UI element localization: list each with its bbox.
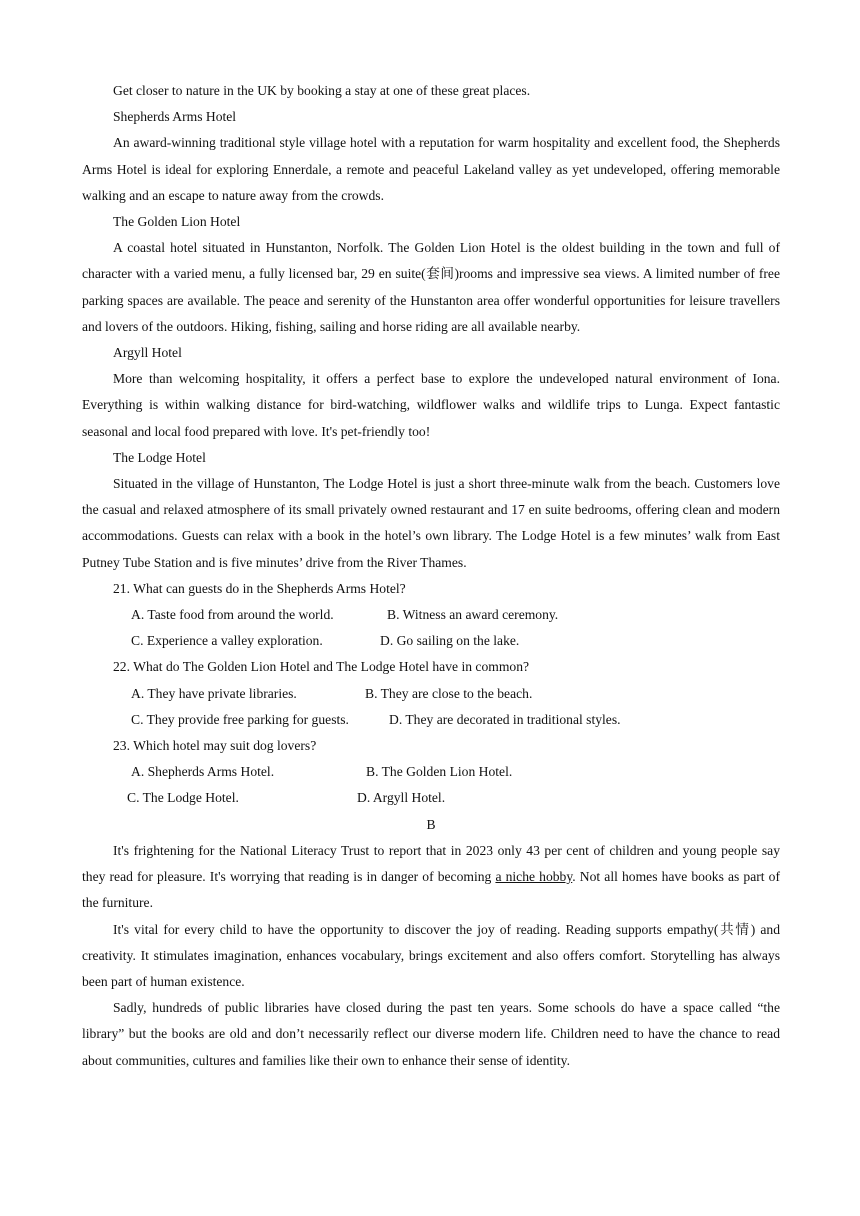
question-22: 22. What do The Golden Lion Hotel and The Lodge Hotel have in common? [113, 659, 530, 675]
question-22-options-row1 [82, 681, 780, 707]
option-23c: C. The Lodge Hotel. [127, 790, 239, 806]
question-22-options-row2 [82, 707, 780, 733]
intro-text: Get closer to nature in the UK by booking a stay at one of these great places. [113, 83, 531, 98]
option-22a: A. They have private libraries. [131, 685, 297, 701]
passage-b-p1-after: . Not all homes have books as part of the furniture. [82, 869, 780, 911]
question-23: 23. Which hotel may suit dog lovers? [113, 738, 317, 754]
hotel-name-golden-lion: The Golden Lion Hotel [113, 214, 241, 230]
option-21d: D. Go sailing on the lake. [380, 633, 520, 649]
option-23b: B. The Golden Lion Hotel. [366, 764, 513, 780]
section-b-label: B [426, 816, 436, 832]
option-22b: B. They are close to the beach. [365, 685, 533, 701]
option-21a: A. Taste food from around the world. [131, 607, 334, 623]
question-21-options-row1 [82, 602, 780, 628]
question-23-options-row1 [82, 759, 780, 785]
hotel-desc-golden-lion: A coastal hotel situated in Hunstanton, Norfolk. The Golden Lion Hotel is the oldest building in the town and full of character with a varied menu, a fully licensed bar, 29 en suite(套间)rooms and impressive sea views. A limited number of free parking spaces are available. The peace and serenity of the Hunstanton area offer wonderful opportunities for leisure travellers and lovers of the outdoors. Hiking, fishing, sailing and horse riding are all available nearby. [82, 240, 780, 334]
question-21-options-row2 [82, 628, 780, 654]
passage-b-paragraph-3: Sadly, hundreds of public libraries have closed during the past ten years. Some schools do have a space called “the library” but the books are old and don’t necessarily reflect our diverse modern life. Children need to have the chance to read about communities, cultures and families like their own to enhance their sense of identity. [82, 1000, 780, 1068]
option-21b: B. Witness an award ceremony. [387, 607, 559, 623]
hotel-desc-argyll: More than welcoming hospitality, it offers a perfect base to explore the undeveloped natural environment of Iona. Everything is within walking distance for bird-watching, wildflower walks and wildlife trips to Lunga. Expect fantastic seasonal and local food prepared with love. It's pet-friendly too! [82, 371, 780, 439]
option-23a: A. Shepherds Arms Hotel. [131, 764, 275, 780]
hotel-name-lodge: The Lodge Hotel [113, 449, 206, 465]
passage-b-paragraph-2: It's vital for every child to have the opportunity to discover the joy of reading. Reading supports empathy(共情) and creativity. It stimulates imagination, enhances vocabulary, brings excitement and also offers comfort. Storytelling has always been part of human existence. [82, 921, 780, 989]
document-page [82, 78, 780, 1074]
hotel-name-argyll: Argyll Hotel [113, 345, 182, 361]
hotel-desc-lodge: Situated in the village of Hunstanton, The Lodge Hotel is just a short three-minute walk from the beach. Customers love the casual and relaxed atmosphere of its small privately owned restaurant and 17 en suite bedrooms, offering clean and modern accommodations. Guests can relax with a book in the hotel’s own library. The Lodge Hotel is a few minutes’ walk from East Putney Tube Station and is five minutes’ drive from the River Thames. [82, 476, 780, 570]
hotel-name-shepherds: Shepherds Arms Hotel [113, 109, 237, 125]
passage-b-paragraph-1 [82, 838, 780, 917]
option-23d: D. Argyll Hotel. [357, 790, 446, 806]
passage-b-p1-before: It's frightening for the National Literacy Trust to report that in 2023 only 43 per cent of children and young people say they read for pleasure. It's worrying that reading is in danger of becoming [82, 842, 780, 885]
option-22c: C. They provide free parking for guests. [131, 711, 349, 727]
option-22d: D. They are decorated in traditional styles. [389, 711, 621, 727]
option-21c: C. Experience a valley exploration. [131, 633, 323, 649]
hotel-desc-shepherds: An award-winning traditional style village hotel with a reputation for warm hospitality and excellent food, the Shepherds Arms Hotel is ideal for exploring Ennerdale, a remote and peaceful Lakeland valley as yet undeveloped, offering memorable walking and an escape to nature away from the crowds. [82, 135, 780, 203]
question-23-options-row2 [82, 785, 780, 811]
question-21: 21. What can guests do in the Shepherds Arms Hotel? [113, 580, 406, 596]
underlined-phrase: a niche hobby [495, 869, 573, 885]
